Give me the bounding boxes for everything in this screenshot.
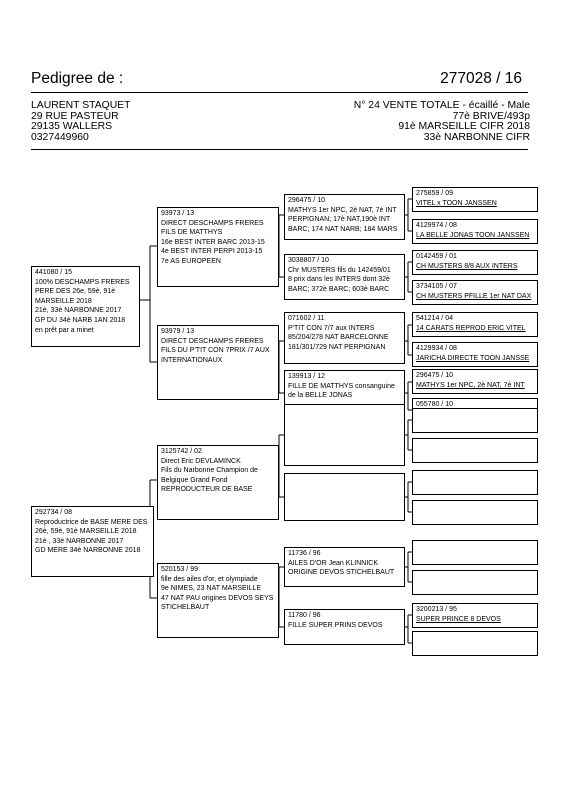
- g4-box-2[interactable]: [412, 219, 538, 244]
- sire-line: PERE DES 26e, 59è, 91è: [35, 288, 116, 296]
- dam-line: 21è , 33è NARBONNE 2017: [35, 537, 124, 545]
- sire-line: 100% DESCHAMPS FRERES: [35, 278, 130, 286]
- ring-number-label: 541214 / 04: [416, 315, 453, 322]
- bird-info-line: 85/204/278 NAT BARCELONNE: [288, 334, 389, 342]
- dam-box[interactable]: [31, 506, 154, 577]
- owner-street: 29 RUE PASTEUR: [31, 110, 119, 122]
- dam-sire-box[interactable]: [157, 445, 279, 520]
- ssd-box[interactable]: [284, 254, 405, 300]
- sale-line-4: 33è NARBONNE CIFR: [423, 131, 530, 143]
- ring-number-label: 055780 / 10: [416, 401, 453, 408]
- ddd-box[interactable]: [284, 609, 405, 645]
- g4-box-5[interactable]: [412, 312, 538, 337]
- bird-info-line: 47 NAT PAU origines DEVOS SEYS: [161, 594, 274, 602]
- g4-box-11[interactable]: [412, 470, 538, 495]
- bird-info-line: 8 prix dans les INTERS dont 32è: [288, 276, 390, 284]
- bird-info-line: DIRECT DESCHAMPS FRERES: [161, 219, 264, 227]
- bird-info-line: FILLE SUPER PRINS DEVOS: [288, 621, 383, 629]
- owner-name: LAURENT STAQUET: [31, 100, 131, 111]
- bird-info-line: PERPIGNAN; 17è NAT,190è INT: [288, 216, 391, 224]
- sds-box[interactable]: [284, 312, 405, 364]
- sire-dam-box[interactable]: [157, 325, 279, 400]
- bird-info-line: SUPER PRINCE 8 DEVOS: [416, 615, 501, 623]
- bird-info-line: de la BELLE JONAS: [288, 392, 353, 400]
- bird-info-line: CH MUSTERS 8/8 AUX INTERS: [416, 262, 518, 270]
- bird-info-line: CH MUSTERS PFILLE 1er NAT DAX: [416, 292, 532, 300]
- bird-info-line: FILS DE MATTHYS: [161, 229, 223, 237]
- page-title: Pedigree de :: [31, 70, 124, 87]
- bird-info-line: DIRECT DESCHAMPS FRERES: [161, 337, 264, 345]
- owner-phone: 0327449960: [31, 131, 89, 143]
- bird-info-line: 9e NIMES, 23 NAT MARSEILLE: [161, 585, 262, 593]
- ring-number-label: 296475 / 10: [416, 372, 453, 379]
- bird-info-line: 181/301/729 NAT PERPIGNAN: [288, 343, 386, 351]
- sss-box[interactable]: [284, 194, 405, 240]
- bird-info-line: VITEL x TOON JANSSEN: [416, 199, 497, 207]
- owner-city: 29135 WALLERS: [31, 121, 113, 133]
- bird-info-line: MATHYS 1er NPC, 2è NAT, 7è INT: [288, 206, 397, 214]
- g4-box-4[interactable]: [412, 280, 538, 305]
- bird-info-line: FILLE DE MATTHYS consanguine: [288, 382, 395, 390]
- sire-line: MARSEILLE 2018: [35, 297, 92, 305]
- ring-number-label: 11736 / 96: [288, 550, 321, 557]
- sale-line-2: 77è BRIVE/493p: [452, 110, 530, 122]
- bird-info-line: ORIGINE DEVOS STICHELBAUT: [288, 569, 395, 577]
- ring-number-label: 3734105 / 07: [416, 283, 457, 290]
- ring-number-label: 3200213 / 95: [416, 606, 457, 613]
- dam-line: 26è, 59è, 91è MARSEILLE 2018: [35, 528, 137, 536]
- bird-info-line: 4e BEST INTER PERPI 2013-15: [161, 248, 263, 256]
- bird-info-line: JARICHA DIRECTE TOON JANSSE: [416, 354, 530, 362]
- dam-dam-box[interactable]: [157, 563, 279, 638]
- g4-box-9[interactable]: [412, 408, 538, 433]
- dam-ring: 292734 / 08: [35, 509, 72, 516]
- sire-sire-box[interactable]: [157, 207, 279, 287]
- ring-number-label: 4129974 / 08: [416, 222, 457, 229]
- ring-number-label: 0142459 / 01: [416, 253, 457, 260]
- ring-number-label: 93973 / 13: [161, 210, 195, 217]
- g4-box-7[interactable]: [412, 369, 538, 394]
- bird-info-line: Fils du Narbonne Champion de: [161, 467, 258, 475]
- bird-info-line: STICHELBAUT: [161, 604, 210, 612]
- g4-box-6[interactable]: [412, 342, 538, 367]
- ring-number-label: 93979 / 13: [161, 328, 195, 335]
- g4-box-12[interactable]: [412, 500, 538, 525]
- bird-info-line: BARC; 174 NAT NARB; 184 MARS: [288, 225, 398, 233]
- dsd-box[interactable]: [284, 473, 405, 521]
- ring-number-label: 275859 / 09: [416, 190, 453, 197]
- g4-box-3[interactable]: [412, 250, 538, 275]
- g4-box-16[interactable]: [412, 631, 538, 656]
- dss-box[interactable]: [284, 404, 405, 466]
- g4-box-1[interactable]: [412, 187, 538, 212]
- dds-box[interactable]: [284, 547, 405, 587]
- g4-box-10[interactable]: [412, 438, 538, 463]
- sire-line: GP DU 34è NARB 1AN 2018: [35, 316, 126, 324]
- bird-info-line: MATHYS 1er NPC, 2è NAT, 7è INT: [416, 381, 525, 389]
- g4-box-14[interactable]: [412, 570, 538, 595]
- bird-info-line: LA BELLE JONAS TOON JANSSEN: [416, 231, 530, 239]
- ring-number-label: 11780 / 96: [288, 612, 321, 619]
- bird-info-line: 14 CARATS REPROD ERIC VITEL: [416, 324, 526, 332]
- sire-line: 21è, 33è NARBONNE 2017: [35, 307, 122, 315]
- bird-info-line: P'TIT CON 7/7 aux INTERS: [288, 324, 375, 332]
- ring-number-label: 071602 / 11: [288, 315, 325, 322]
- bird-info-line: REPRODUCTEUR DE BASE: [161, 486, 253, 494]
- ring-number-label: 520153 / 99: [161, 566, 198, 573]
- ring-number-label: 139913 / 12: [288, 373, 325, 380]
- sire-box[interactable]: [31, 266, 140, 347]
- bird-info-line: Chr MUSTERS fils du 142459/01: [288, 266, 391, 274]
- bird-info-line: Belgique Grand Fond: [161, 476, 228, 484]
- bird-info-line: FILS DU P'TIT CON 7PRIX /7 AUX: [161, 347, 270, 355]
- g4-box-15[interactable]: [412, 603, 538, 628]
- sale-line-1: N° 24 VENTE TOTALE - écaillé - Male: [353, 100, 530, 111]
- ring-number-label: 3038807 / 10: [288, 257, 329, 264]
- g4-box-13[interactable]: [412, 540, 538, 565]
- ring-number-label: 4129934 / 08: [416, 345, 457, 352]
- dam-line: Reproductrice de BASE MERE DES: [35, 518, 148, 526]
- bird-info-line: Direct Eric DEVLAMINCK: [161, 457, 241, 465]
- ring-number-label: 296475 / 10: [288, 197, 325, 204]
- bird-info-line: 16e BEST INTER BARC 2013-15: [161, 238, 265, 246]
- dam-line: GD MERE 34è NARBONNE 2018: [35, 547, 141, 555]
- sire-line: en prêt par a minet: [35, 326, 94, 334]
- bird-info-line: 7e AS EUROPEEN: [161, 257, 221, 265]
- bird-info-line: AILES D'OR Jean KLINNICK: [288, 559, 379, 567]
- bird-info-line: BARC; 372è BARC; 603è BARC: [288, 285, 390, 293]
- sire-ring: 441080 / 15: [35, 269, 72, 276]
- sale-line-3: 91è MARSEILLE CIFR 2018: [398, 121, 530, 133]
- ring-number-label: 3125742 / 02: [161, 448, 202, 455]
- bird-info-line: INTERNATIONAUX: [161, 356, 223, 364]
- ring-number: 277028 / 16: [440, 70, 522, 87]
- bird-info-line: fille des ailes d'or, et olympiade: [161, 575, 258, 583]
